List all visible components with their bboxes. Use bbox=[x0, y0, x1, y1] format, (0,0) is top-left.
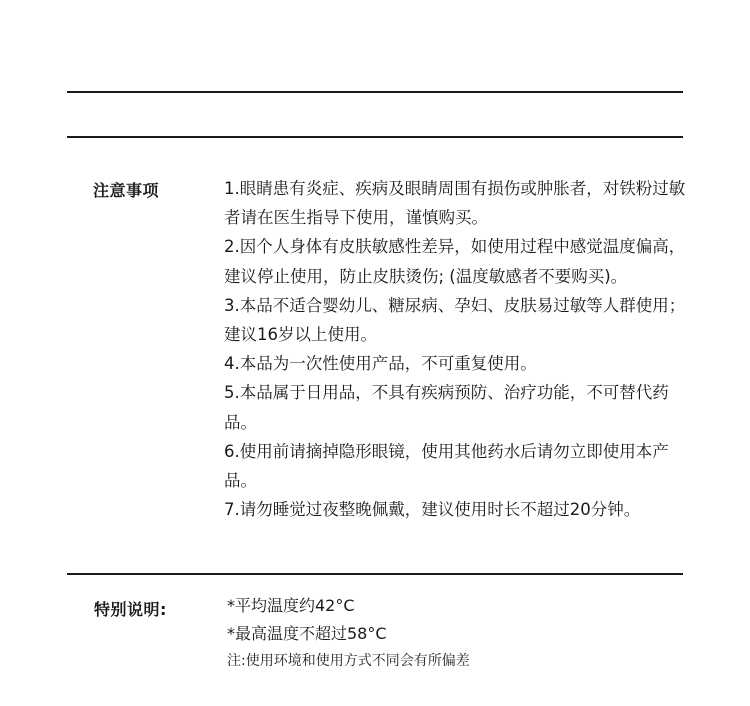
divider-upper bbox=[67, 136, 683, 138]
note-item-4: 4.本品为一次性使用产品，不可重复使用。 bbox=[224, 354, 537, 374]
special-list bbox=[227, 592, 687, 674]
special-footnote: 注:使用环境和使用方式不同会有所偏差 bbox=[227, 653, 470, 669]
special-line-average-temp: *平均温度约42°C bbox=[227, 596, 355, 615]
note-item-5: 5.本品属于日用品，不具有疾病预防、治疗功能，不可替代药品。 bbox=[224, 383, 669, 432]
note-item-7: 7.请勿睡觉过夜整晚佩戴，建议使用时长不超过20分钟。 bbox=[224, 500, 641, 520]
notes-list bbox=[224, 174, 694, 524]
note-item-2: 2.因个人身体有皮肤敏感性差异，如使用过程中感觉温度偏高，建议停止使用，防止皮肤烫伤; (温度敏感者不要购买)。 bbox=[224, 237, 686, 286]
note-item-1: 1.眼睛患有炎症、疾病及眼睛周围有损伤或肿胀者，对铁粉过敏者请在医生指导下使用，谨慎购买。 bbox=[224, 179, 686, 228]
special-line-max-temp: *最高温度不超过58°C bbox=[227, 624, 387, 643]
note-item-6: 6.使用前请摘掉隐形眼镜，使用其他药水后请勿立即使用本产品。 bbox=[224, 441, 669, 491]
special-label: 特别说明: bbox=[94, 600, 167, 619]
divider-lower bbox=[67, 573, 683, 575]
divider-top bbox=[67, 91, 683, 93]
note-item-3: 3.本品不适合婴幼儿、糖尿病、孕妇、皮肤易过敏等人群使用；建议16岁以上使用。 bbox=[224, 295, 686, 345]
notes-label: 注意事项 bbox=[93, 181, 160, 200]
